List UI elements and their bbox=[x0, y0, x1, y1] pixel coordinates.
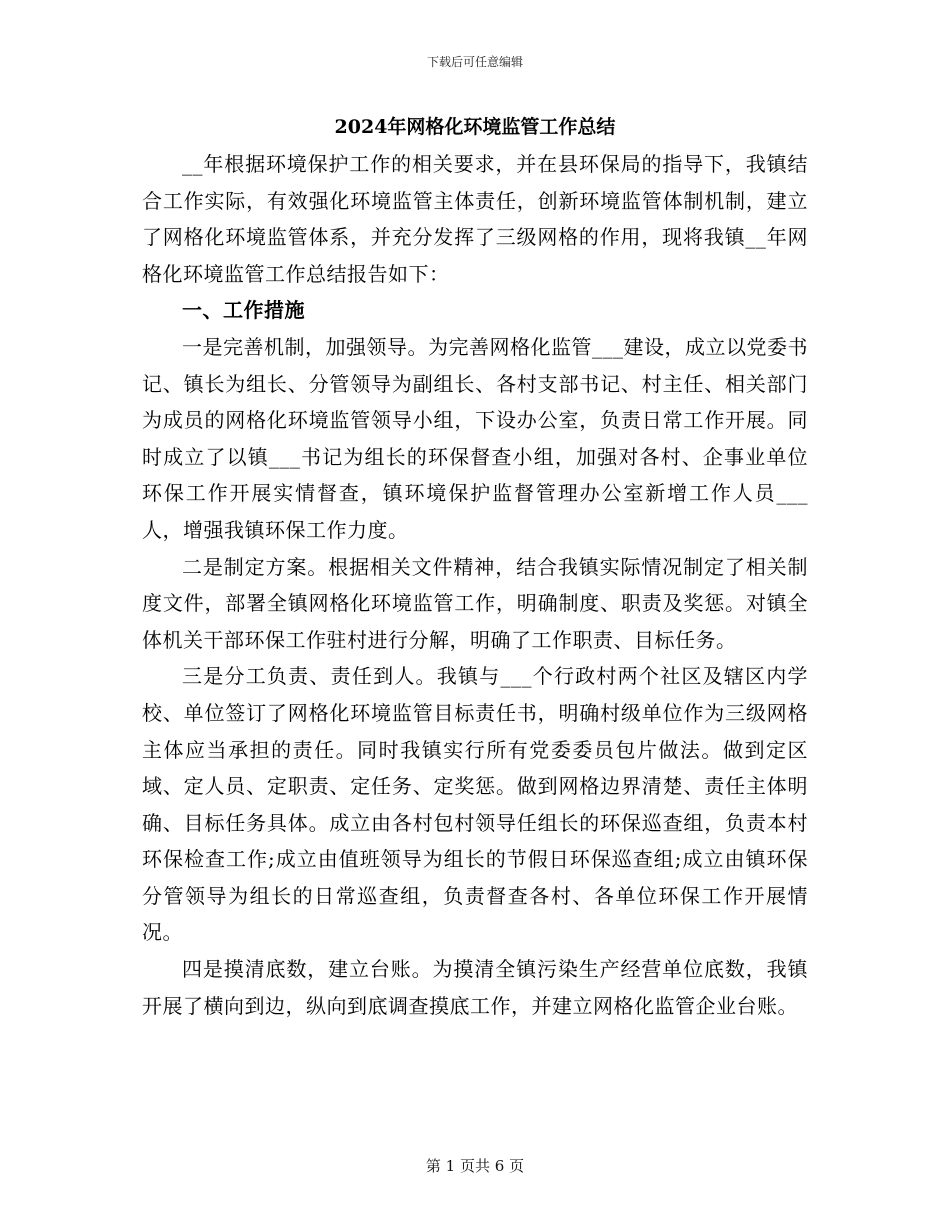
section-heading: 一、工作措施 bbox=[182, 298, 305, 323]
paragraph-2: 二是制定方案。根据相关文件精神，结合我镇实际情况制定了相关制度文件，部署全镇网格化环境监管工作，明确制度、职责及奖惩。对镇全体机关干部环保工作驻村进行分解，明确了工作职责、目标任务。 bbox=[142, 554, 808, 652]
paragraph-1: 一是完善机制，加强领导。为完善网格化监管___建设，成立以党委书记、镇长为组长、分管领导为副组长、各村支部书记、村主任、相关部门为成员的网格化环境监管领导小组，下设办公室，负责日常工作开展。同时成立了以镇___书记为组长的环保督查小组，加强对各村、企事业单位环保工作开展实情督查，镇环境保护监督管理办公室新增工作人员___人，增强我镇环保工作力度。 bbox=[142, 334, 808, 542]
document-body bbox=[142, 146, 808, 1024]
page-number-footer: 第 1 页共 6 页 bbox=[425, 1157, 525, 1175]
header-note: 下载后可任意编辑 bbox=[426, 55, 523, 69]
paragraph-3: 三是分工负责、责任到人。我镇与___个行政村两个社区及辖区内学校、单位签订了网格化环境监管目标责任书，明确村级单位作为三级网格主体应当承担的责任。同时我镇实行所有党委委员包片做法。做到定区域、定人员、定职责、定任务、定奖惩。做到网格边界清楚、责任主体明确、目标任务具体。成立由各村包村领导任组长的环保巡查组，负责本村环保检查工作;成立由值班领导为组长的节假日环保巡查组;成立由镇环保分管领导为组长的日常巡查组，负责督查各村、各单位环保工作开展情况。 bbox=[142, 664, 808, 945]
paragraph-4: 四是摸清底数，建立台账。为摸清全镇污染生产经营单位底数，我镇开展了横向到边，纵向到底调查摸底工作，并建立网格化监管企业台账。 bbox=[142, 957, 808, 1018]
document-title: 2024年网格化环境监管工作总结 bbox=[334, 116, 616, 138]
intro-paragraph: __年根据环境保护工作的相关要求，并在县环保局的指导下，我镇结合工作实际，有效强化环境监管主体责任，创新环境监管体制机制，建立了网格化环境监管体系，并充分发挥了三级网格的作用，现将我镇__年网格化环境监管工作总结报告如下： bbox=[142, 152, 808, 286]
